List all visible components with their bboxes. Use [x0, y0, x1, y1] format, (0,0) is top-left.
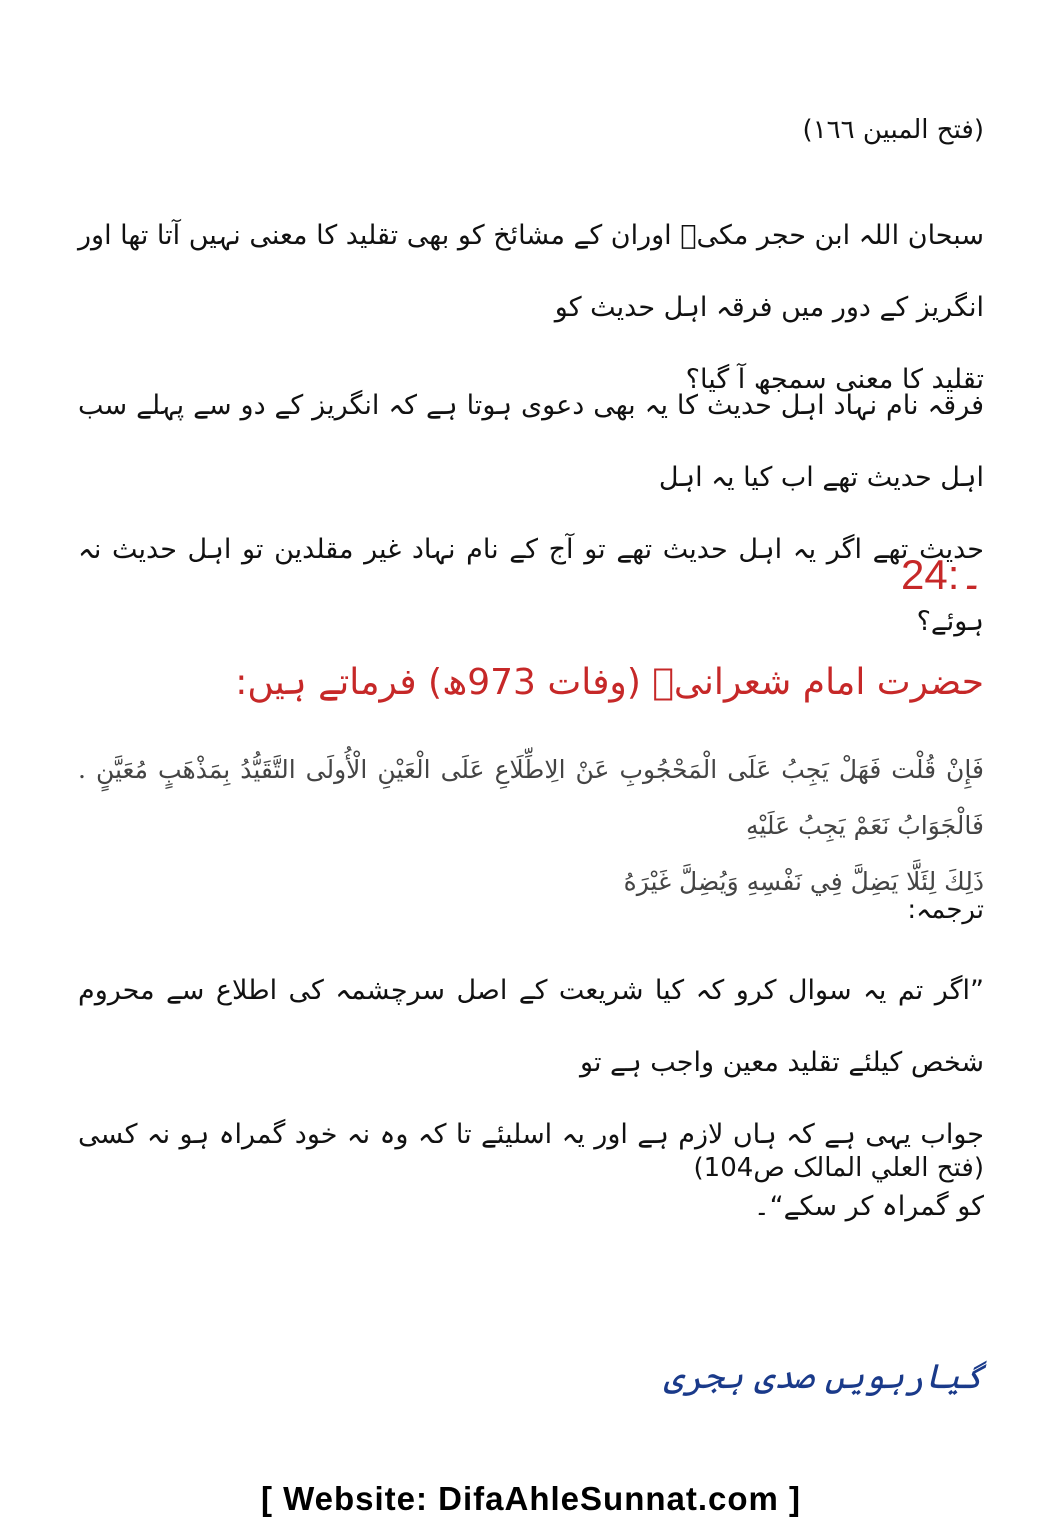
reference-fath-al-ali	[78, 1148, 984, 1188]
arabic-quote	[78, 742, 984, 910]
section-number-text: 24:۔	[901, 551, 984, 598]
section-number	[78, 550, 984, 600]
arabic-quote-line: فَإِنْ قُلْت فَهَلْ يَجِبُ عَلَى الْمَحْجُوبِ عَنْ الِاطِّلَاعِ عَلَى الْعَيْنِ الْأُولَى التَّقَيُّدُ بِمَذْهَبٍ مُعَيَّنٍ . فَالْجَوَابُ نَعَمْ يَجِبُ عَلَيْهِ	[78, 755, 984, 840]
paragraph-line: حدیث تھے اگر یہ اہل حدیث تھے تو آج کے نام نہاد غیر مقلدین تو اہل حدیث نہ ہوئے؟	[78, 534, 984, 637]
website-footer-text: [ Website: DifaAhleSunnat.com ]	[260, 1480, 802, 1517]
reference-text: (فتح العلي المالک ص104)	[693, 1153, 984, 1183]
century-heading	[78, 1352, 984, 1402]
arabic-quote-line: ذَلِكَ لِئَلَّا يَضِلَّ فِي نَفْسِهِ وَيُضِلَّ غَيْرَهُ	[623, 867, 984, 896]
translation-label	[78, 890, 984, 930]
century-heading-text: گیارہویں صدی ہجری	[663, 1357, 984, 1397]
paragraph-line: فرقہ نام نہاد اہل حدیث کا یہ بھی دعوی ہوتا ہے کہ انگریز کے دو سے پہلے سب اہل حدیث تھے اب کیا یہ اہل	[78, 390, 984, 493]
translation-label-text: ترجمہ:	[907, 895, 984, 925]
reference-fath-al-mubin	[78, 110, 984, 150]
section-heading	[78, 655, 984, 711]
paragraph-line: سبحان اللہ ابن حجر مکیؒ اوران کے مشائخ کو بھی تقلید کا معنی نہیں آتا تھا اور انگریز کے دور میں فرقہ اہل حدیث کو	[78, 220, 984, 323]
translation-line: ”اگر تم یہ سوال کرو کہ کیا شریعت کے اصل سرچشمہ کی اطلاع سے محروم شخص کیلئے تقلید معین واجب ہے تو	[78, 975, 984, 1078]
section-heading-text: حضرت امام شعرانیؒ (وفات 973ھ) فرماتے ہیں:	[235, 662, 984, 703]
reference-text: (فتح المبین ١٦٦)	[802, 115, 984, 145]
website-footer	[0, 1480, 1062, 1518]
translation-line: جواب یہی ہے کہ ہاں لازم ہے اور یہ اسلیئے تا کہ وہ نہ خود گمراہ ہو نہ کسی کو گمراہ کر سکے“۔	[78, 1119, 984, 1222]
translation-paragraph	[78, 955, 984, 1243]
paragraph-line: تقلید کا معنی سمجھ آ گیا؟	[685, 364, 984, 395]
paragraph-ahl-hadith-claim	[78, 370, 984, 658]
